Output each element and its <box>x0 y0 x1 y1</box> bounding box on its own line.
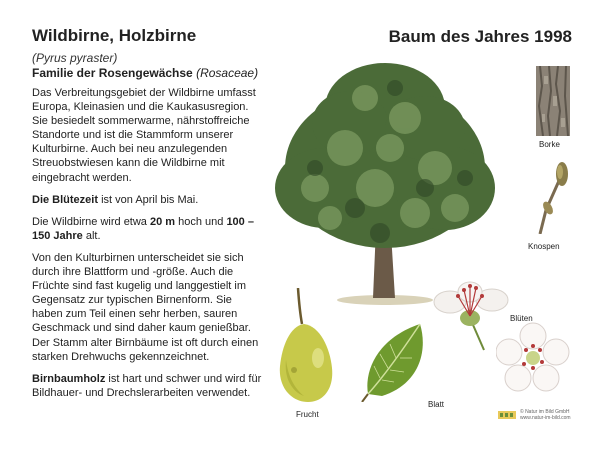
blossoms-label: Blüten <box>510 314 533 323</box>
publisher-logo <box>498 408 516 420</box>
wood-text: ist hart und schwer und wird für Bildhauer- und Drechslerarbeiten verwendet. <box>32 372 262 399</box>
blossom-lower-image <box>496 322 570 394</box>
family-line <box>32 66 258 80</box>
tree-of-year-heading: Baum des Jahres 1998 <box>388 27 572 46</box>
wood-term: Birnbaumholz <box>32 372 106 385</box>
bloom-time-term: Die Blütezeit <box>32 193 99 206</box>
buds-label: Knospen <box>528 242 560 251</box>
age-value: 100 – 150 Jahre <box>32 215 254 242</box>
paragraph-bloom-time <box>32 193 264 207</box>
size-text-b: hoch und <box>175 215 227 228</box>
fruit-image <box>274 288 338 406</box>
website-line: www.natur-im-bild.com <box>520 415 571 421</box>
bloom-time-text: ist von April bis Mai. <box>98 193 199 206</box>
size-text-a: Die Wildbirne wird etwa <box>32 215 150 228</box>
size-text-c: alt. <box>82 229 101 242</box>
copyright-text <box>520 409 571 421</box>
buds-image <box>534 162 570 234</box>
paragraph-differences: Von den Kulturbirnen unterscheidet sie sich durch ihre Blattform und -größe. Auch die Früchte sind fast kugelig und langgestielt im Gegensatz zur typischen Birnenform. Sie haben zum Teil einen sehr herben, sauren Geschmack und sind daher kaum genießbar. Der Stamm alter Birnbäume ist oft durch einen starken Drehwuchs gekennzeichnet. <box>32 251 259 363</box>
copyright-line: © Natur im Bild GmbH <box>520 409 570 415</box>
paragraph-distribution: Das Verbreitungsgebiet der Wildbirne umfasst Europa, Kleinasien und die Kaukasusregion. Sie besiedelt sommerwarme, nährstoffreiche Standorte und ist die Stammform unserer Kulturbirne. Auch bei neu anzulegenden Streuobstwiesen kann die Wildbirne mit eingebracht werden. <box>32 87 256 184</box>
tree-illustration <box>255 48 525 308</box>
latin-name: (Pyrus pyraster) <box>32 51 118 65</box>
page-title: Wildbirne, Holzbirne <box>32 26 197 45</box>
fruit-label: Frucht <box>296 410 319 419</box>
family-latin: (Rosaceae) <box>196 66 259 80</box>
bark-label: Borke <box>539 140 560 149</box>
bark-image <box>536 66 570 136</box>
family-label: Familie der Rosengewächse <box>32 66 193 80</box>
description-text <box>32 86 264 408</box>
height-value: 20 m <box>149 215 176 228</box>
leaf-label: Blatt <box>428 400 445 409</box>
leaf-image <box>360 320 438 402</box>
paragraph-wood <box>32 372 264 400</box>
paragraph-size-age <box>32 215 264 243</box>
